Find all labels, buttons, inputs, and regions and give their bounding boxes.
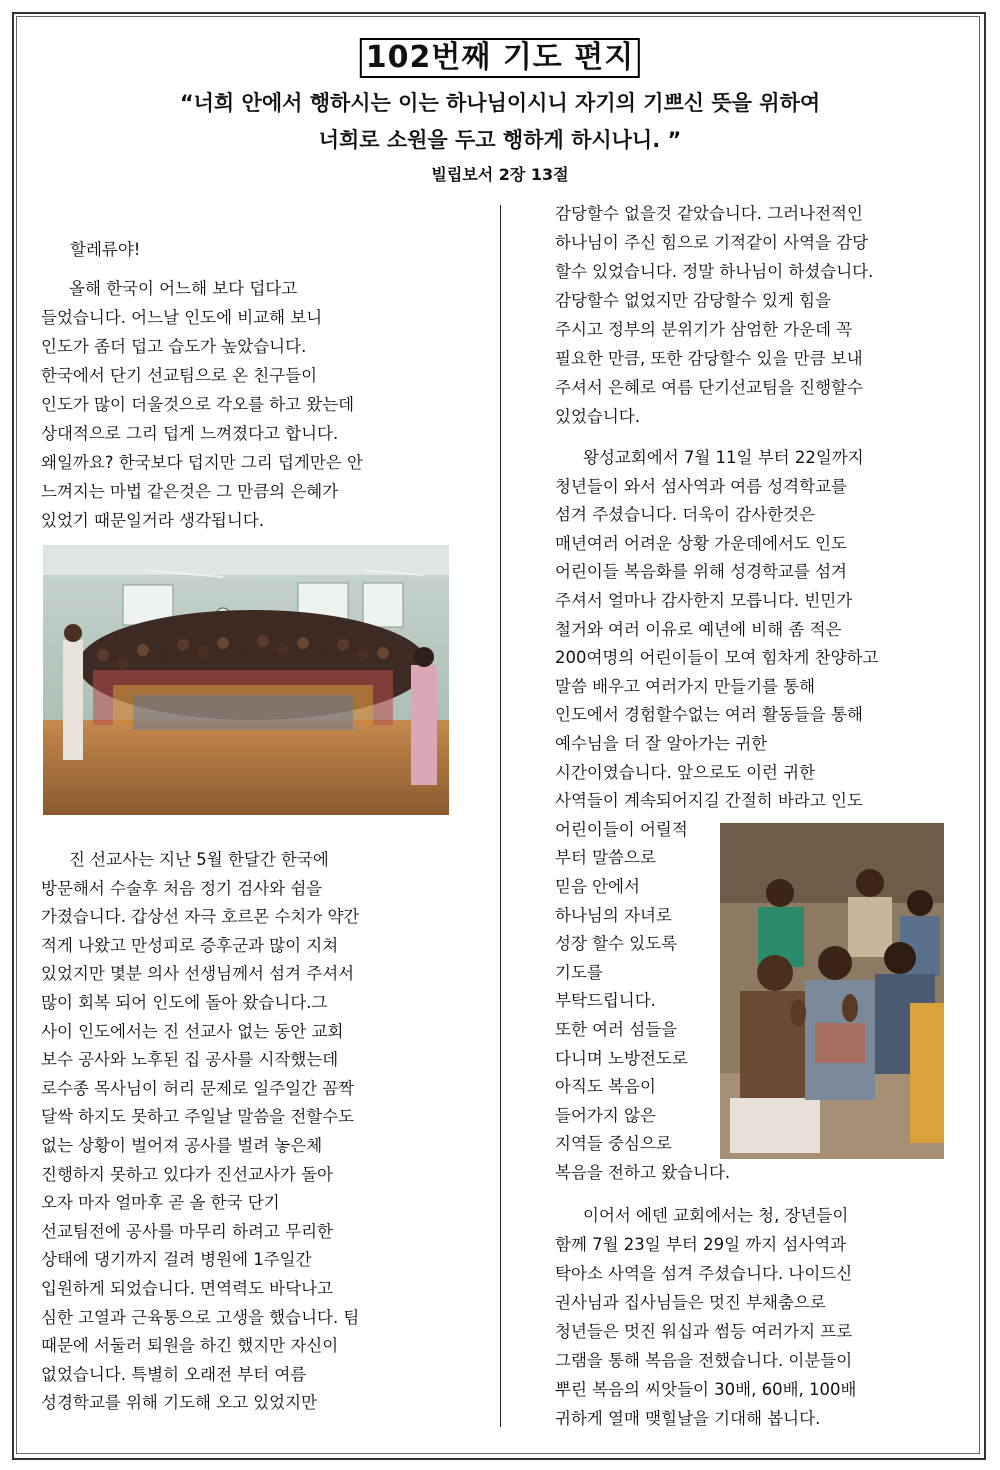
page-title: 102번째 기도 편지	[360, 38, 640, 78]
greeting: 할레류야!	[70, 240, 141, 259]
text-line: 없는 상황이 벌어져 공사를 벌려 놓은체	[41, 1136, 323, 1155]
text-line: 인도가 좀더 덥고 습도가 높았습니다.	[41, 337, 307, 356]
text-line: 귀하게 열매 맺힐날을 기대해 봅니다.	[555, 1409, 821, 1428]
text-line: 복음을 전하고 왔습니다.	[555, 1163, 731, 1182]
text-line: 입원하게 되었습니다. 면역력도 바닥나고	[41, 1279, 333, 1298]
text-line: 들었습니다. 어느날 인도에 비교해 보니	[41, 308, 323, 327]
text-line: 인도에서 경험할수없는 여러 활동들을 통해	[555, 705, 863, 725]
text-line: 기도를	[555, 962, 603, 982]
text-line: 할수 있었습니다. 정말 하나님이 하셨습니다.	[555, 262, 874, 281]
text-line: 느껴지는 마법 같은것은 그 만큼의 은혜가	[41, 482, 339, 501]
text-line: 없었습니다. 특별히 오래전 부터 여름	[41, 1364, 307, 1384]
column-divider	[500, 205, 501, 1427]
text-line: 감당할수 없을것 같았습니다. 그러나전적인	[555, 204, 863, 223]
text-line: 지역들 중심으로	[555, 1134, 672, 1154]
text-line: 하나님의 자녀로	[555, 905, 672, 925]
text-line: 적게 나왔고 만성피로 증후군과 많이 지쳐	[41, 935, 339, 955]
text-line: 청년들은 멋진 워십과 썸등 여러가지 프로	[555, 1322, 853, 1341]
text-line: 상대적으로 그리 덥게 느껴졌다고 합니다.	[41, 424, 339, 443]
verse-reference: 빌립보서 2장 13절	[431, 165, 569, 184]
text-line: 권사님과 집사님들은 멋진 부채춤으로	[555, 1293, 826, 1312]
text-line: 있었습니다.	[555, 407, 640, 426]
text-line: 철거와 여러 이유로 예년에 비해 좀 적은	[555, 619, 842, 639]
text-line: 올해 한국이 어느해 보다 덥다고	[69, 279, 298, 298]
verse-line-1: “너희 안에서 행하시는 이는 하나님이시니 자기의 기쁘신 뜻을 위하여	[179, 91, 821, 115]
text-line: 방문해서 수술후 처음 정기 검사와 쉼을	[41, 878, 323, 898]
text-line: 주셔서 은혜로 여름 단기선교팀을 진행할수	[555, 378, 863, 397]
text-line: 부탁드립니다.	[555, 991, 656, 1011]
adults-praying-photo	[720, 823, 944, 1159]
text-line: 청년들이 와서 섬사역과 여름 성격학교를	[555, 476, 847, 496]
text-line: 사역들이 계속되어지길 간절히 바라고 인도	[555, 791, 863, 811]
text-line: 200여명의 어린이들이 모여 힘차게 찬양하고	[555, 648, 879, 668]
text-line: 아직도 복음이	[555, 1077, 656, 1097]
text-line: 있었지만 몇분 의사 선생님께서 섬겨 주셔서	[41, 964, 355, 984]
text-line: 어린이들이 어릴적	[555, 819, 688, 839]
text-line: 시간이였습니다. 앞으로도 이런 귀한	[555, 762, 816, 782]
children-gathering-photo	[43, 545, 449, 815]
text-line: 함께 7월 23일 부터 29일 까지 섬사역과	[555, 1235, 847, 1254]
text-line: 있었기 때문일거라 생각됩니다.	[41, 511, 264, 530]
text-line: 필요한 만큼, 또한 감당할수 있을 만큼 보내	[555, 349, 863, 368]
text-line: 매년여러 어려운 상황 가운데에서도 인도	[555, 533, 847, 553]
text-line: 그램을 통해 복음을 전했습니다. 이분들이	[555, 1351, 853, 1370]
text-line: 많이 회복 되어 인도에 돌아 왔습니다.그	[41, 993, 328, 1012]
text-line: 성경학교를 위해 기도해 오고 있었지만	[41, 1393, 318, 1413]
text-line: 주셔서 얼마나 감사한지 모릅니다. 빈민가	[555, 591, 853, 610]
text-line: 믿음 안에서	[555, 877, 640, 896]
verse-line-2: 너희로 소원을 두고 행하게 하시나니. ”	[318, 128, 682, 152]
text-line: 부터 말씀으로	[555, 848, 656, 868]
text-line: 인도가 많이 더울것으로 각오를 하고 왔는데	[41, 395, 355, 414]
text-line: 예수님을 더 잘 알아가는 귀한	[555, 734, 768, 753]
text-line: 뿌린 복음의 씨앗들이 30배, 60배, 100배	[555, 1380, 857, 1399]
text-line: 달싹 하지도 못하고 주일날 말씀을 전할수도	[41, 1107, 355, 1127]
text-line: 로수종 목사님이 허리 문제로 일주일간 꼼짝	[41, 1078, 355, 1098]
text-line: 상태에 댕기까지 걸려 병원에 1주일간	[41, 1250, 312, 1270]
text-line: 때문에 서둘러 퇴원을 하긴 했지만 자신이	[41, 1336, 339, 1356]
text-line: 오자 마자 얼마후 곧 올 한국 단기	[41, 1193, 280, 1213]
text-line: 이어서 에덴 교회에서는 청, 장년들이	[583, 1206, 849, 1225]
text-line: 선교팀전에 공사를 마무리 하려고 무리한	[41, 1221, 333, 1241]
text-line: 왕성교회에서 7월 11일 부터 22일까지	[583, 448, 864, 467]
text-line: 탁아소 사역을 섬겨 주셨습니다. 나이드신	[555, 1264, 853, 1283]
text-line: 또한 여러 섬들을	[555, 1020, 678, 1039]
text-line: 감당할수 없었지만 감당할수 있게 힘을	[555, 291, 832, 310]
text-line: 어린이들 복음화를 위해 성경학교를 섬겨	[555, 562, 847, 582]
text-line: 성장 할수 있도록	[555, 934, 678, 954]
text-line: 진행하지 못하고 있다가 진선교사가 돌아	[41, 1164, 333, 1184]
text-line: 하나님이 주신 힘으로 기적같이 사역을 감당	[555, 233, 869, 252]
text-line: 섬겨 주셨습니다. 더욱이 감사한것은	[555, 505, 816, 525]
text-line: 들어가지 않은	[555, 1105, 656, 1125]
text-line: 다니며 노방전도로	[555, 1048, 688, 1068]
text-line: 사이 인도에서는 진 선교사 없는 동안 교회	[41, 1021, 344, 1041]
text-line: 보수 공사와 노후된 집 공사를 시작했는데	[41, 1050, 339, 1070]
text-line: 가졌습니다. 갑상선 자극 호르몬 수치가 약간	[41, 907, 360, 927]
text-line: 한국에서 단기 선교팀으로 온 친구들이	[41, 366, 318, 385]
text-line: 말씀 배우고 여러가지 만들기를 통해	[555, 676, 816, 696]
text-line: 주시고 정부의 분위기가 삼엄한 가운데 꼭	[555, 320, 853, 339]
text-line: 왜일까요? 한국보다 덥지만 그리 덥게만은 안	[41, 453, 363, 472]
text-line: 심한 고열과 근육통으로 고생을 했습니다. 팀	[41, 1307, 360, 1327]
text-line: 진 선교사는 지난 5월 한달간 한국에	[69, 850, 329, 869]
